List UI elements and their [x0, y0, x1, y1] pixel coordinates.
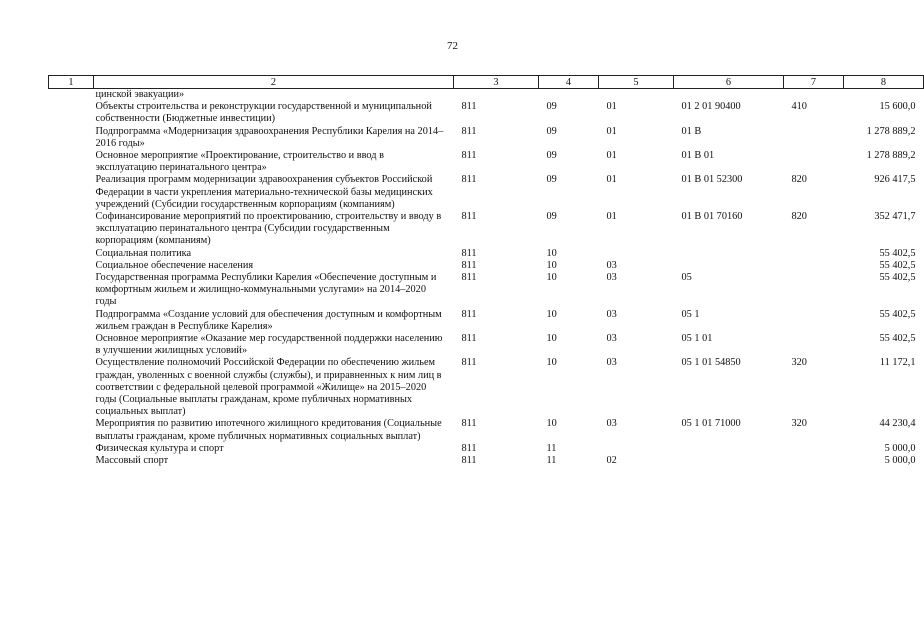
row-amount: 55 402,5 [879, 333, 916, 345]
row-ministry-code: 811 [461, 125, 477, 137]
empty-cell [49, 443, 94, 455]
row-expense-type [784, 150, 844, 174]
row-section: 10 [546, 333, 557, 345]
page-number: 72 [447, 40, 458, 52]
header-col-3: 3 [454, 76, 539, 89]
row-expense-type: 320 [791, 357, 807, 369]
empty-cell [49, 248, 94, 260]
header-col-8: 8 [844, 76, 924, 89]
row-amount: 1 278 889,2 [866, 125, 916, 137]
table-row [49, 174, 924, 211]
row-subsection: 01 [606, 174, 617, 186]
table-row [49, 260, 924, 272]
empty-cell [844, 89, 924, 102]
empty-cell [49, 174, 94, 211]
table-row [49, 455, 924, 467]
row-target-article [674, 443, 784, 455]
row-ministry-code: 811 [461, 333, 477, 345]
row-target-article: 05 1 01 [681, 333, 713, 345]
row-expense-type [784, 333, 844, 357]
header-col-7: 7 [784, 76, 844, 89]
row-ministry-code: 811 [461, 455, 477, 467]
row-name: Основное мероприятие «Проектирование, строительство и ввод в эксплуатацию перинатального центра» [95, 150, 384, 174]
row-expense-type: 410 [791, 101, 807, 113]
row-amount: 55 402,5 [879, 308, 916, 320]
row-subsection [599, 443, 674, 455]
row-name: Социальная политика [95, 247, 192, 259]
row-subsection: 01 [606, 125, 617, 137]
empty-cell [49, 418, 94, 442]
empty-cell [49, 309, 94, 333]
table-row [49, 150, 924, 174]
row-ministry-code: 811 [461, 357, 477, 369]
row-name: Софинансирование мероприятий по проектированию, строительству и вводу в эксплуатацию перинатального центра (Субсидии государственным корпорациям (компаниям) [95, 211, 442, 247]
row-expense-type [784, 272, 844, 309]
row-target-article: 05 1 [681, 308, 700, 320]
empty-cell [674, 89, 784, 102]
row-section: 10 [546, 247, 557, 259]
row-subsection [599, 248, 674, 260]
row-amount: 5 000,0 [884, 442, 916, 454]
empty-cell [49, 150, 94, 174]
header-col-4: 4 [539, 76, 599, 89]
row-subsection: 02 [606, 455, 617, 467]
row-subsection: 03 [606, 259, 617, 271]
row-subsection: 03 [606, 418, 617, 430]
budget-table [48, 75, 924, 467]
header-col-2: 2 [94, 76, 454, 89]
row-ministry-code: 811 [461, 150, 477, 162]
row-section: 11 [546, 455, 557, 467]
row-name: Физическая культура и спорт [95, 442, 224, 454]
row-subsection: 03 [606, 357, 617, 369]
row-amount: 352 471,7 [874, 211, 916, 223]
row-target-article: 01 В [681, 125, 702, 137]
row-expense-type [784, 126, 844, 150]
empty-cell [49, 126, 94, 150]
header-row [49, 76, 924, 89]
row-amount: 44 230,4 [879, 418, 916, 430]
row-ministry-code: 811 [461, 418, 477, 430]
row-amount: 11 172,1 [879, 357, 916, 369]
row-target-article: 01 В 01 52300 [681, 174, 743, 186]
row-ministry-code: 811 [461, 272, 477, 284]
row-target-article: 05 [681, 272, 692, 284]
row-target-article [674, 455, 784, 467]
table-row [49, 101, 924, 125]
row-target-article: 01 В 01 70160 [681, 211, 743, 223]
row-name: Осуществление полномочий Российской Федерации по обеспечению жильем граждан, уволенных с военной службы (службы), и приравненных к ним лиц в соответствии с федеральной целевой программой «Жилище» на 2015–2020 годы (Социальные выплаты гражданам, кроме публичных нормативных социальных выплат) [95, 357, 442, 418]
empty-cell [49, 101, 94, 125]
row-subsection: 01 [606, 101, 617, 113]
table-row [49, 309, 924, 333]
row-ministry-code: 811 [461, 174, 477, 186]
table-body [49, 89, 924, 468]
empty-cell [49, 260, 94, 272]
row-name: Объекты строительства и реконструкции государственной и муниципальной собственности (Бюджетные инвестиции) [95, 101, 432, 125]
row-subsection: 01 [606, 211, 617, 223]
row-name: Мероприятия по развитию ипотечного жилищного кредитования (Социальные выплаты гражданам, кроме публичных нормативных социальных выплат) [95, 418, 442, 442]
row-name: Государственная программа Республики Карелия «Обеспечение доступным и комфортным жильем и жилищно-коммунальными услугами» на 2014–2020 годы [95, 272, 437, 308]
empty-cell [784, 89, 844, 102]
row-ministry-code: 811 [461, 308, 477, 320]
row-expense-type [784, 455, 844, 467]
header-col-6: 6 [674, 76, 784, 89]
row-amount: 55 402,5 [879, 259, 916, 271]
row-section: 10 [546, 259, 557, 271]
row-target-article: 01 В 01 [681, 150, 715, 162]
row-name: Подпрограмма «Создание условий для обеспечения доступным и комфортным жильем граждан в Республике Карелия» [95, 308, 442, 332]
row-amount: 15 600,0 [879, 101, 916, 113]
empty-cell [454, 89, 539, 102]
row-section: 10 [546, 272, 557, 284]
row-name: Подпрограмма «Модернизация здравоохранения Республики Карелия на 2014–2016 годы» [95, 125, 444, 149]
row-target-article: 05 1 01 71000 [681, 418, 741, 430]
row-expense-type: 820 [791, 174, 807, 186]
table-row [49, 248, 924, 260]
row-section: 10 [546, 308, 557, 320]
row-name: Реализация программ модернизации здравоохранения субъектов Российской Федерации в части укрепления материально-технической базы медицинских учреждений (Субсидии государственным корпорациям (компаниям) [95, 174, 433, 210]
row-name: Массовый спорт [95, 455, 169, 467]
row-amount: 55 402,5 [879, 247, 916, 259]
row-name: Социальное обеспечение населения [95, 259, 254, 271]
header-col-5: 5 [599, 76, 674, 89]
empty-cell [599, 89, 674, 102]
table-row [49, 357, 924, 418]
row-expense-type: 820 [791, 211, 807, 223]
row-target-article: 01 2 01 90400 [681, 101, 741, 113]
empty-cell [49, 89, 94, 102]
row-section: 10 [546, 357, 557, 369]
row-section: 11 [546, 442, 557, 454]
row-amount: 926 417,5 [874, 174, 916, 186]
empty-cell [539, 89, 599, 102]
row-section: 09 [546, 150, 557, 162]
row-ministry-code: 811 [461, 442, 477, 454]
table-row [49, 272, 924, 309]
row-section: 09 [546, 101, 557, 113]
row-ministry-code: 811 [461, 259, 477, 271]
row-name: Основное мероприятие «Оказание мер государственной поддержки населению в улучшении жилищных условий» [95, 333, 443, 357]
row-subsection: 01 [606, 150, 617, 162]
row-amount: 55 402,5 [879, 272, 916, 284]
table-row [49, 333, 924, 357]
continuation-row [49, 89, 924, 102]
row-ministry-code: 811 [461, 211, 477, 223]
row-subsection: 03 [606, 308, 617, 320]
row-target-article [674, 248, 784, 260]
empty-cell [49, 357, 94, 418]
empty-cell [49, 333, 94, 357]
empty-cell [49, 211, 94, 248]
row-expense-type [784, 248, 844, 260]
continuation-text: цинской эвакуации» [95, 89, 185, 100]
table-row [49, 443, 924, 455]
table-row [49, 211, 924, 248]
empty-cell [49, 272, 94, 309]
row-section: 09 [546, 211, 557, 223]
table-row [49, 126, 924, 150]
row-ministry-code: 811 [461, 247, 477, 259]
row-expense-type: 320 [791, 418, 807, 430]
row-section: 09 [546, 125, 557, 137]
row-amount: 1 278 889,2 [866, 150, 916, 162]
row-target-article: 05 1 01 54850 [681, 357, 741, 369]
header-col-1: 1 [49, 76, 94, 89]
row-expense-type [784, 309, 844, 333]
row-ministry-code: 811 [461, 101, 477, 113]
row-subsection: 03 [606, 333, 617, 345]
empty-cell [49, 455, 94, 467]
row-target-article [674, 260, 784, 272]
row-section: 10 [546, 418, 557, 430]
table-row [49, 418, 924, 442]
row-section: 09 [546, 174, 557, 186]
row-amount: 5 000,0 [884, 455, 916, 467]
row-expense-type [784, 443, 844, 455]
row-subsection: 03 [606, 272, 617, 284]
row-expense-type [784, 260, 844, 272]
